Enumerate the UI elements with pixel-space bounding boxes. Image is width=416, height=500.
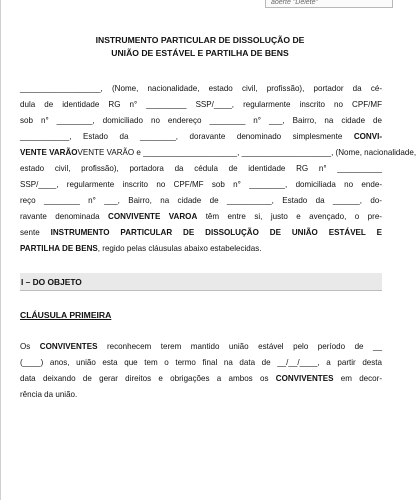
body-line (20, 129, 382, 145)
preamble-paragraph (20, 81, 416, 257)
body-line-text: sente (20, 228, 51, 237)
body-line (20, 145, 416, 161)
bold-conviv: CONVI- (353, 132, 382, 141)
clause-line (20, 339, 382, 355)
bold-instrumento: INSTRUMENTO PARTICULAR DE DISSOLUÇÃO DE UNIÃO ESTÁVEL E (50, 228, 383, 237)
clause-line: (____) anos, união esta que tem o termo final na data de __/__/____, a partir desta (20, 358, 382, 367)
clause-text: data deixando de gerar direitos e obrigações a ambos os (20, 374, 276, 383)
body-line (20, 209, 382, 225)
clause-text: Os (20, 342, 40, 351)
body-line-text: têm entre si, justo e avençado, o pre- (197, 212, 382, 221)
body-line: reço ________ n° ___, Bairro, na cidade de __________, Estado da ______, do- (20, 196, 382, 205)
body-line (20, 241, 382, 257)
bold-conviventes: CONVIVENTES (275, 374, 334, 383)
body-line-text: ___________, Estado da ________, doravante denominado simplesmente (20, 132, 354, 141)
body-line-text: ravante denominada (20, 212, 109, 221)
bold-conviventes: CONVIVENTES (39, 342, 98, 351)
title-line-1: INSTRUMENTO PARTICULAR DE DISSOLUÇÃO DE (95, 35, 305, 45)
page-edge (0, 0, 1, 500)
body-line: __________________, (Nome, nacionalidade, estado civil, profissão), portador da cé- (20, 84, 382, 93)
body-line: sob n° ________, domiciliado no endereço ________ n° ___, Bairro, na cidade de (20, 116, 382, 125)
body-line-text: , regido pelas cláusulas abaixo estabelecidas. (97, 244, 262, 253)
bold-convivente-varoa: CONVIVENTE VAROA (108, 212, 198, 221)
body-line-text: VENTE VARÃO e _____________________, ____________________, (Nome, nacionalidade, (77, 148, 416, 157)
body-line (20, 225, 382, 241)
clause-title: CLÁUSULA PRIMEIRA (20, 310, 112, 320)
bold-vente-varao: VENTE VARÃO (20, 148, 78, 157)
body-line: SSP/____, regularmente inscrito no CPF/MF sob n° ________, domiciliada no ende- (20, 180, 382, 189)
clause-text: reconhecem terem mantido união estável pelo período de __ (97, 342, 382, 351)
section-heading: I – DO OBJETO (21, 277, 82, 287)
bold-partilha: PARTILHA DE BENS (20, 244, 98, 253)
clause-line: rência da união. (20, 390, 78, 399)
clause-line (20, 371, 382, 387)
clause-paragraph (20, 339, 382, 403)
body-line: estado civil, profissão), portadora da cédula de identidade RG n° __________ (20, 164, 382, 173)
section-heading-bar (20, 273, 382, 291)
title-line-2: UNIÃO DE ESTÁVEL E PARTILHA DE BENS (111, 48, 289, 58)
corner-tag: aoerte "Delete" (265, 0, 393, 8)
document-title (20, 34, 380, 60)
clause-text: em decor- (333, 374, 382, 383)
body-line: dula de identidade RG n° _________ SSP/____, regularmente inscrito no CPF/MF (20, 100, 382, 109)
